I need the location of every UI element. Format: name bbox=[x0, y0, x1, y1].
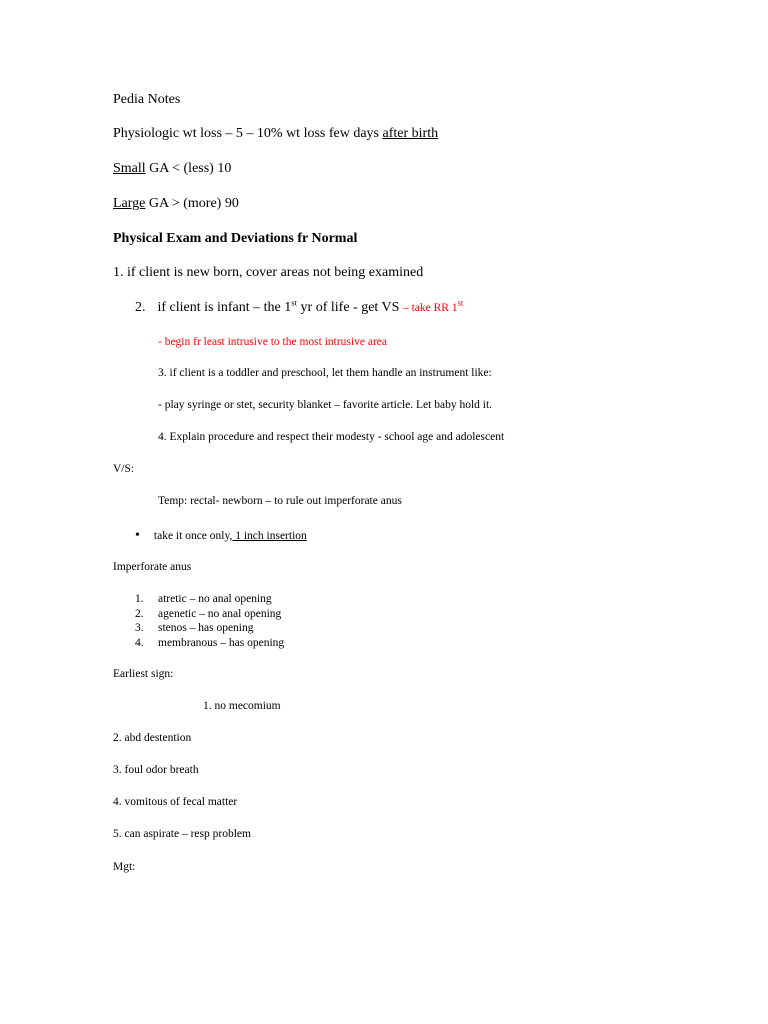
list-item: 3. stenos – has opening bbox=[135, 622, 254, 634]
item-3: 3. if client is a toddler and preschool, let them handle an instrument like: bbox=[158, 367, 492, 379]
sign-item: 4. vomitous of fecal matter bbox=[113, 796, 238, 808]
physiologic-line: Physiologic wt loss – 5 – 10% wt loss few days after birth bbox=[113, 126, 439, 141]
item-2: 2. if client is infant – the 1st yr of life - get VS – take RR 1st bbox=[135, 297, 464, 315]
bullet-icon: • bbox=[135, 528, 140, 543]
earliest-sign-label: Earliest sign: bbox=[113, 668, 174, 680]
small-ga-line: Small GA < (less) 10 bbox=[113, 161, 232, 176]
bullet-line: • take it once only, 1 inch insertion bbox=[135, 528, 307, 543]
intrusive-note: - begin fr least intrusive to the most intrusive area bbox=[158, 336, 387, 348]
doc-title: Pedia Notes bbox=[113, 92, 181, 107]
vs-label: V/S: bbox=[113, 463, 135, 475]
sign-item: 5. can aspirate – resp problem bbox=[113, 828, 251, 840]
item-1: 1. if client is new born, cover areas not being examined bbox=[113, 265, 424, 280]
temp-line: Temp: rectal- newborn – to rule out imperforate anus bbox=[158, 495, 402, 507]
item-4: 4. Explain procedure and respect their modesty - school age and adolescent bbox=[158, 431, 505, 443]
sign-item: 1. no mecomium bbox=[203, 700, 281, 712]
sign-item: 2. abd destention bbox=[113, 732, 192, 744]
list-item: 1. atretic – no anal opening bbox=[135, 593, 272, 605]
play-line: - play syringe or stet, security blanket – favorite article. Let baby hold it. bbox=[158, 399, 493, 411]
mgt-label: Mgt: bbox=[113, 861, 136, 873]
section-heading: Physical Exam and Deviations fr Normal bbox=[113, 231, 358, 246]
imperforate-label: Imperforate anus bbox=[113, 561, 192, 573]
sign-item: 3. foul odor breath bbox=[113, 764, 199, 776]
list-item: 4. membranous – has opening bbox=[135, 637, 285, 649]
list-item: 2. agenetic – no anal opening bbox=[135, 608, 282, 620]
large-ga-line: Large GA > (more) 90 bbox=[113, 196, 239, 211]
